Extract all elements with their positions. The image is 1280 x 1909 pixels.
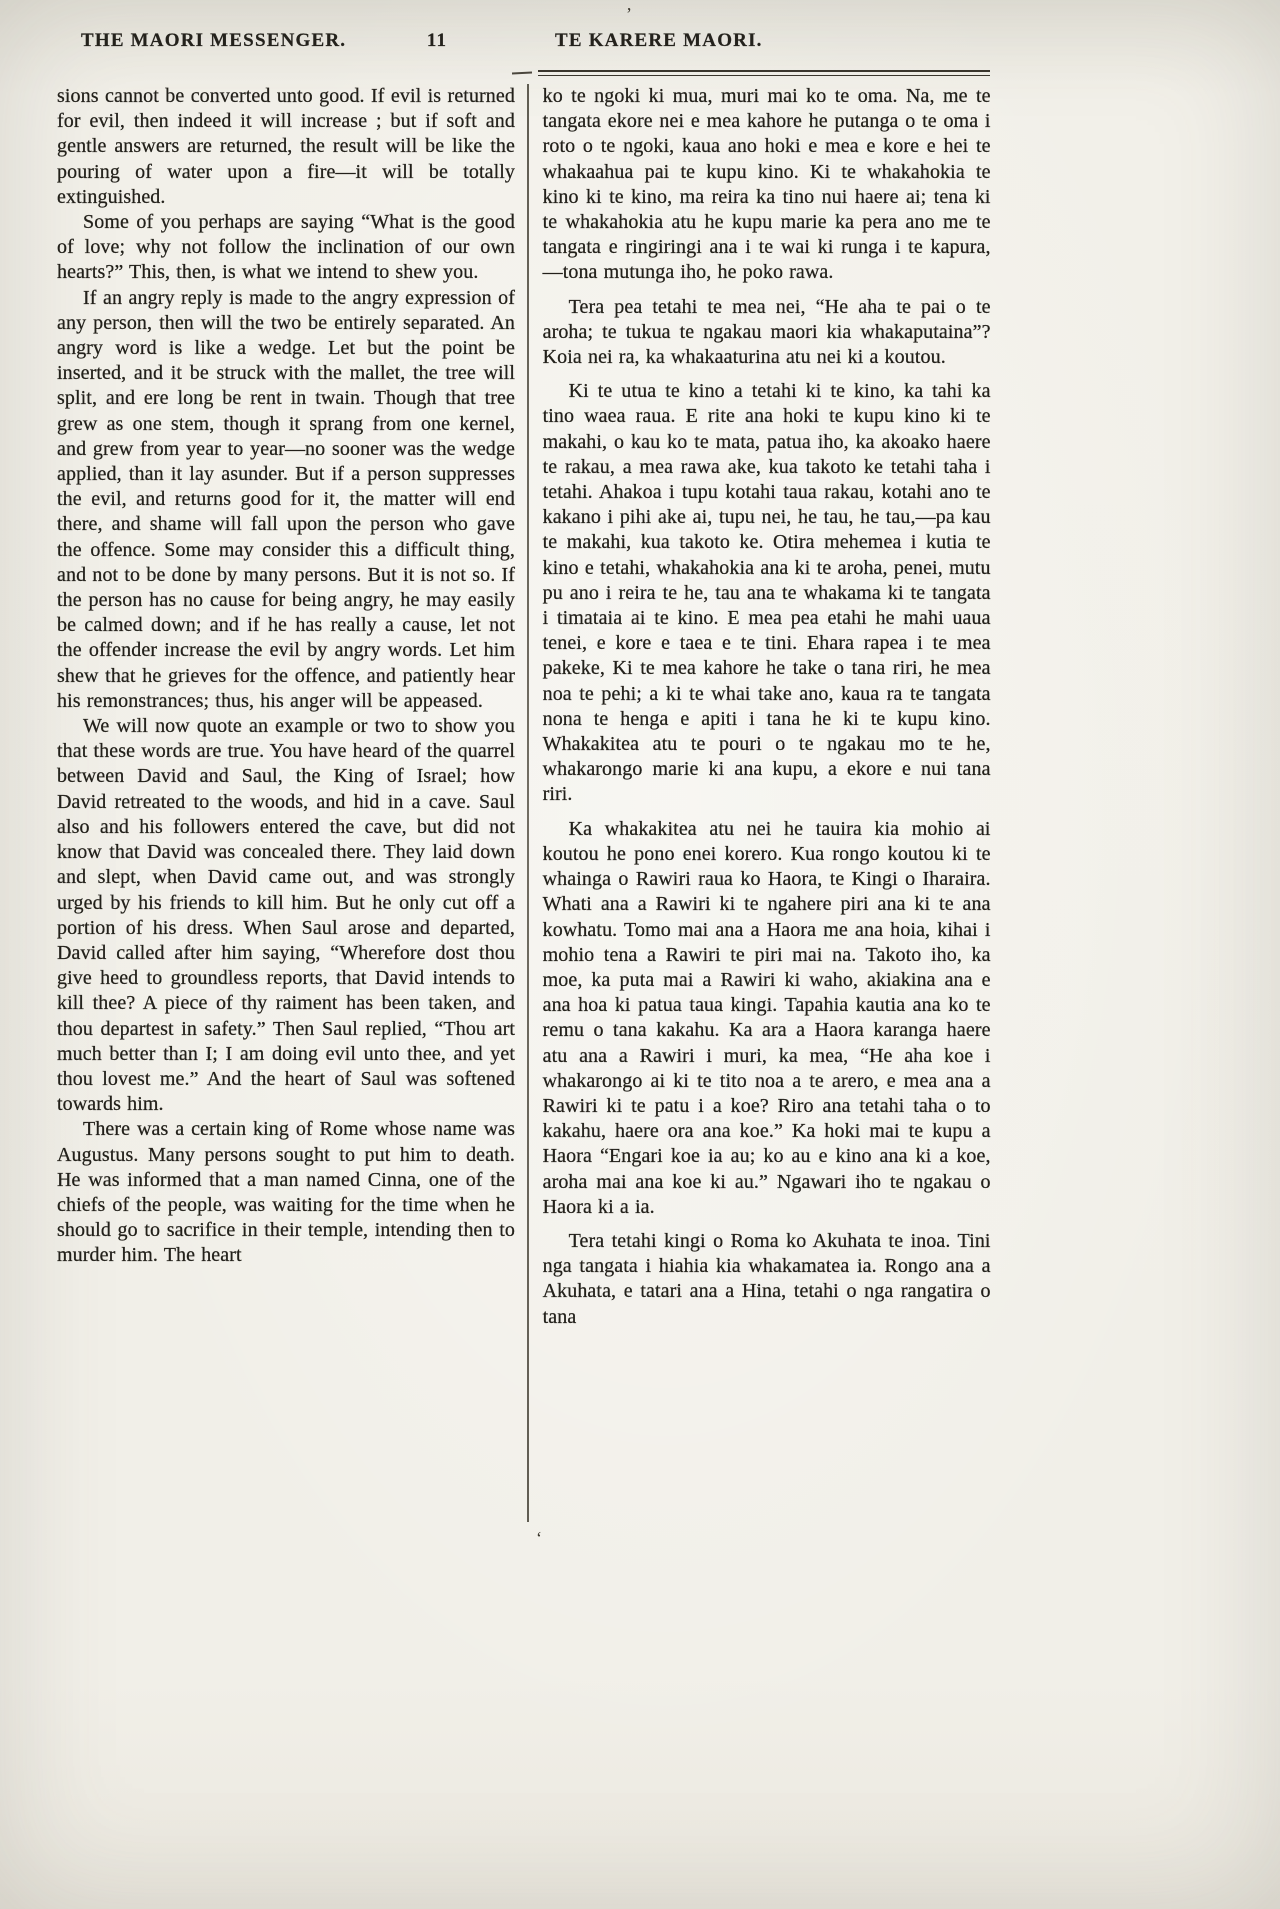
paragraph: If an angry reply is made to the angry expression of any person, then will the two be entirely separated. An angry word is like a wedge. Let but the point be inserted, and it be struck with the mallet, the tree will split, and ere long be rent in twain. Though that tree grew as one stem, though it sprang from one kernel, and grew from year to year—no sooner was the wedge applied, than it lay asunder. But if a person suppresses the evil, and returns good for it, the matter will end there, and shame will fall upon the person who gave the offence. Some may consider this a difficult thing, and not to be done by many persons. But it is not so. If the person has no cause for being angry, he may easily be calmed down; and if he has really a cause, let not the offender increase the evil by angry words. Let him shew that he grieves for the offence, and patiently hear his remonstrances; thus, his anger will be appeased. xyxy=(57,286,515,712)
scan-artifact-top: ’ xyxy=(626,4,632,24)
page-content xyxy=(55,84,991,1522)
header-double-rule xyxy=(538,70,990,76)
paragraph: sions cannot be converted unto good. If evil is returned for evil, then indeed it will increase ; but if soft and gentle answers are returned, the result will be like the pouring of water upon a fire—it will be totally extinguished. xyxy=(57,85,515,208)
paragraph: ko te ngoki ki mua, muri mai ko te oma. Na, me te tangata ekore nei e mea kahore he putanga o te oma i roto o te ngoki, kaua ano hoki e mea e kore e hei te whakaahua pai te kupu kino. Ki te whakahokia te kino ki te kino, ma reira ka tino nui haere ai; tena ki te whakahokia atu he kupu marie ka pera ano me te tangata e ringiringi ana i te wai ki runga i te kapura,—tona mutunga iho, he poko rawa. xyxy=(542,85,991,284)
paragraph: Ki te utua te kino a tetahi ki te kino, ka tahi ka tino waea raua. E rite ana hoki te kupu kino ki te makahi, o kau ko te mata, patua iho, ka akoako haere te rakau, a mea rawa ake, kua takoto ke tetahi taha i tetahi. Ahakoa i tupu kotahi taua rakau, kotahi ano te kakano i pihi ake ai, tupu nei, he tau, he tau,—pa kau te makahi, kua takoto ke. Otira mehemea i kutia te kino e tetahi, whakahokia ana ki te aroha, penei, mutu pu ano i reira te he, tau ana te whakama ki te tangata i timataia ai te kino. E mea pea etahi he mahi uaua tenei, e kore e taea e te tini. Ehara rapea i te mea pakeke, Ki te mea kahore he take o tana riri, he mea noa te pehi; a ki te whai take ano, kaua ra te tangata nona te henga e apiti i tana he ki te kupu kino. Whakakitea atu te pouri o te ngakau mo te he, whakarongo marie ki ana kupu, a ekore e nui tana riri. xyxy=(542,380,991,806)
left-masthead-title: THE MAORI MESSENGER. xyxy=(81,30,347,51)
paragraph: There was a certain king of Rome whose name was Augustus. Many persons sought to put him to death. He was informed that a man named Cinna, one of the chiefs of the people, was waiting for the time when he should go to sacrifice in their temple, intending then to murder him. The heart xyxy=(57,1118,515,1267)
paragraph: Tera pea tetahi te mea nei, “He aha te pai o te aroha; te tukua te ngakau maori kia whakaputaina”? Koia nei ra, ka whakaaturina atu nei ki a koutou. xyxy=(542,295,991,369)
header-gutter-dash xyxy=(512,71,532,74)
page-number: 11 xyxy=(426,30,448,51)
paragraph: Ka whakakitea atu nei he tauira kia mohio ai koutou he pono enei korero. Kua rongo koutou ki te whainga o Rawiri raua ko Haora, te Kingi o Iharaira. Whati ana a Rawiri ki te ngahere piri ana ki te ana kowhatu. Tomo mai ana a Haora me ana hoia, kihai i mohio tena a Rawiri te piri mai na. Takoto iho, ka moe, ka puta mai a Rawiri ki waho, akiakina ana e ana hoa ki patua taua kingi. Tapahia kautia ana ko te remu o tana kakahu. Ka ara a Haora karanga haere atu ana a Rawiri i muri, ka mea, “He aha koe i whakarongo ai ki te tito noa a te arero, e mea ana a Rawiri ki te patu i a koe? Riro ana tetahi taha o to kakahu, haere ora ana koe.” Ka hoki mai te kupu a Haora “Engari koe ia au; ko au e kino ana ki a koe, aroha mai ana koe ki au.” Ngawari iho te ngakau o Haora ki a ia. xyxy=(542,817,991,1218)
right-masthead-title: TE KARERE MAORI. xyxy=(555,30,763,51)
column-divider xyxy=(527,84,529,1522)
page-header xyxy=(55,28,991,70)
paragraph: We will now quote an example or two to show you that these words are true. You have heard of the quarrel between David and Saul, the King of Israel; how David retreated to the woods, and hid in a cave. Saul also and his followers entered the cave, but did not know that David was concealed there. They laid down and slept, when David came out, and was strongly urged by his friends to kill him. But he only cut off a portion of his dress. When Saul arose and departed, David called after him saying, “Wherefore dost thou give heed to groundless reports, that David intends to kill thee? A piece of thy raiment has been taken, and thou departest in safety.” Then Saul replied, “Thou art much better than I; I am doing evil unto thee, and yet thou lovest me.” And the heart of Saul was softened towards him. xyxy=(57,715,515,1116)
left-column-english xyxy=(55,84,527,1269)
paragraph: Tera tetahi kingi o Roma ko Akuhata te inoa. Tini nga tangata i hiahia kia whakamatea ia. Rongo ana a Akuhata, e tatari ana a Hina, tetahi o nga rangatira o tana xyxy=(542,1229,991,1328)
scan-artifact-bottom: ʻ xyxy=(536,1528,542,1548)
right-column-maori xyxy=(529,84,991,1330)
paragraph: Some of you perhaps are saying “What is the good of love; why not follow the inclination of our own hearts?” This, then, is what we intend to shew you. xyxy=(57,211,515,284)
